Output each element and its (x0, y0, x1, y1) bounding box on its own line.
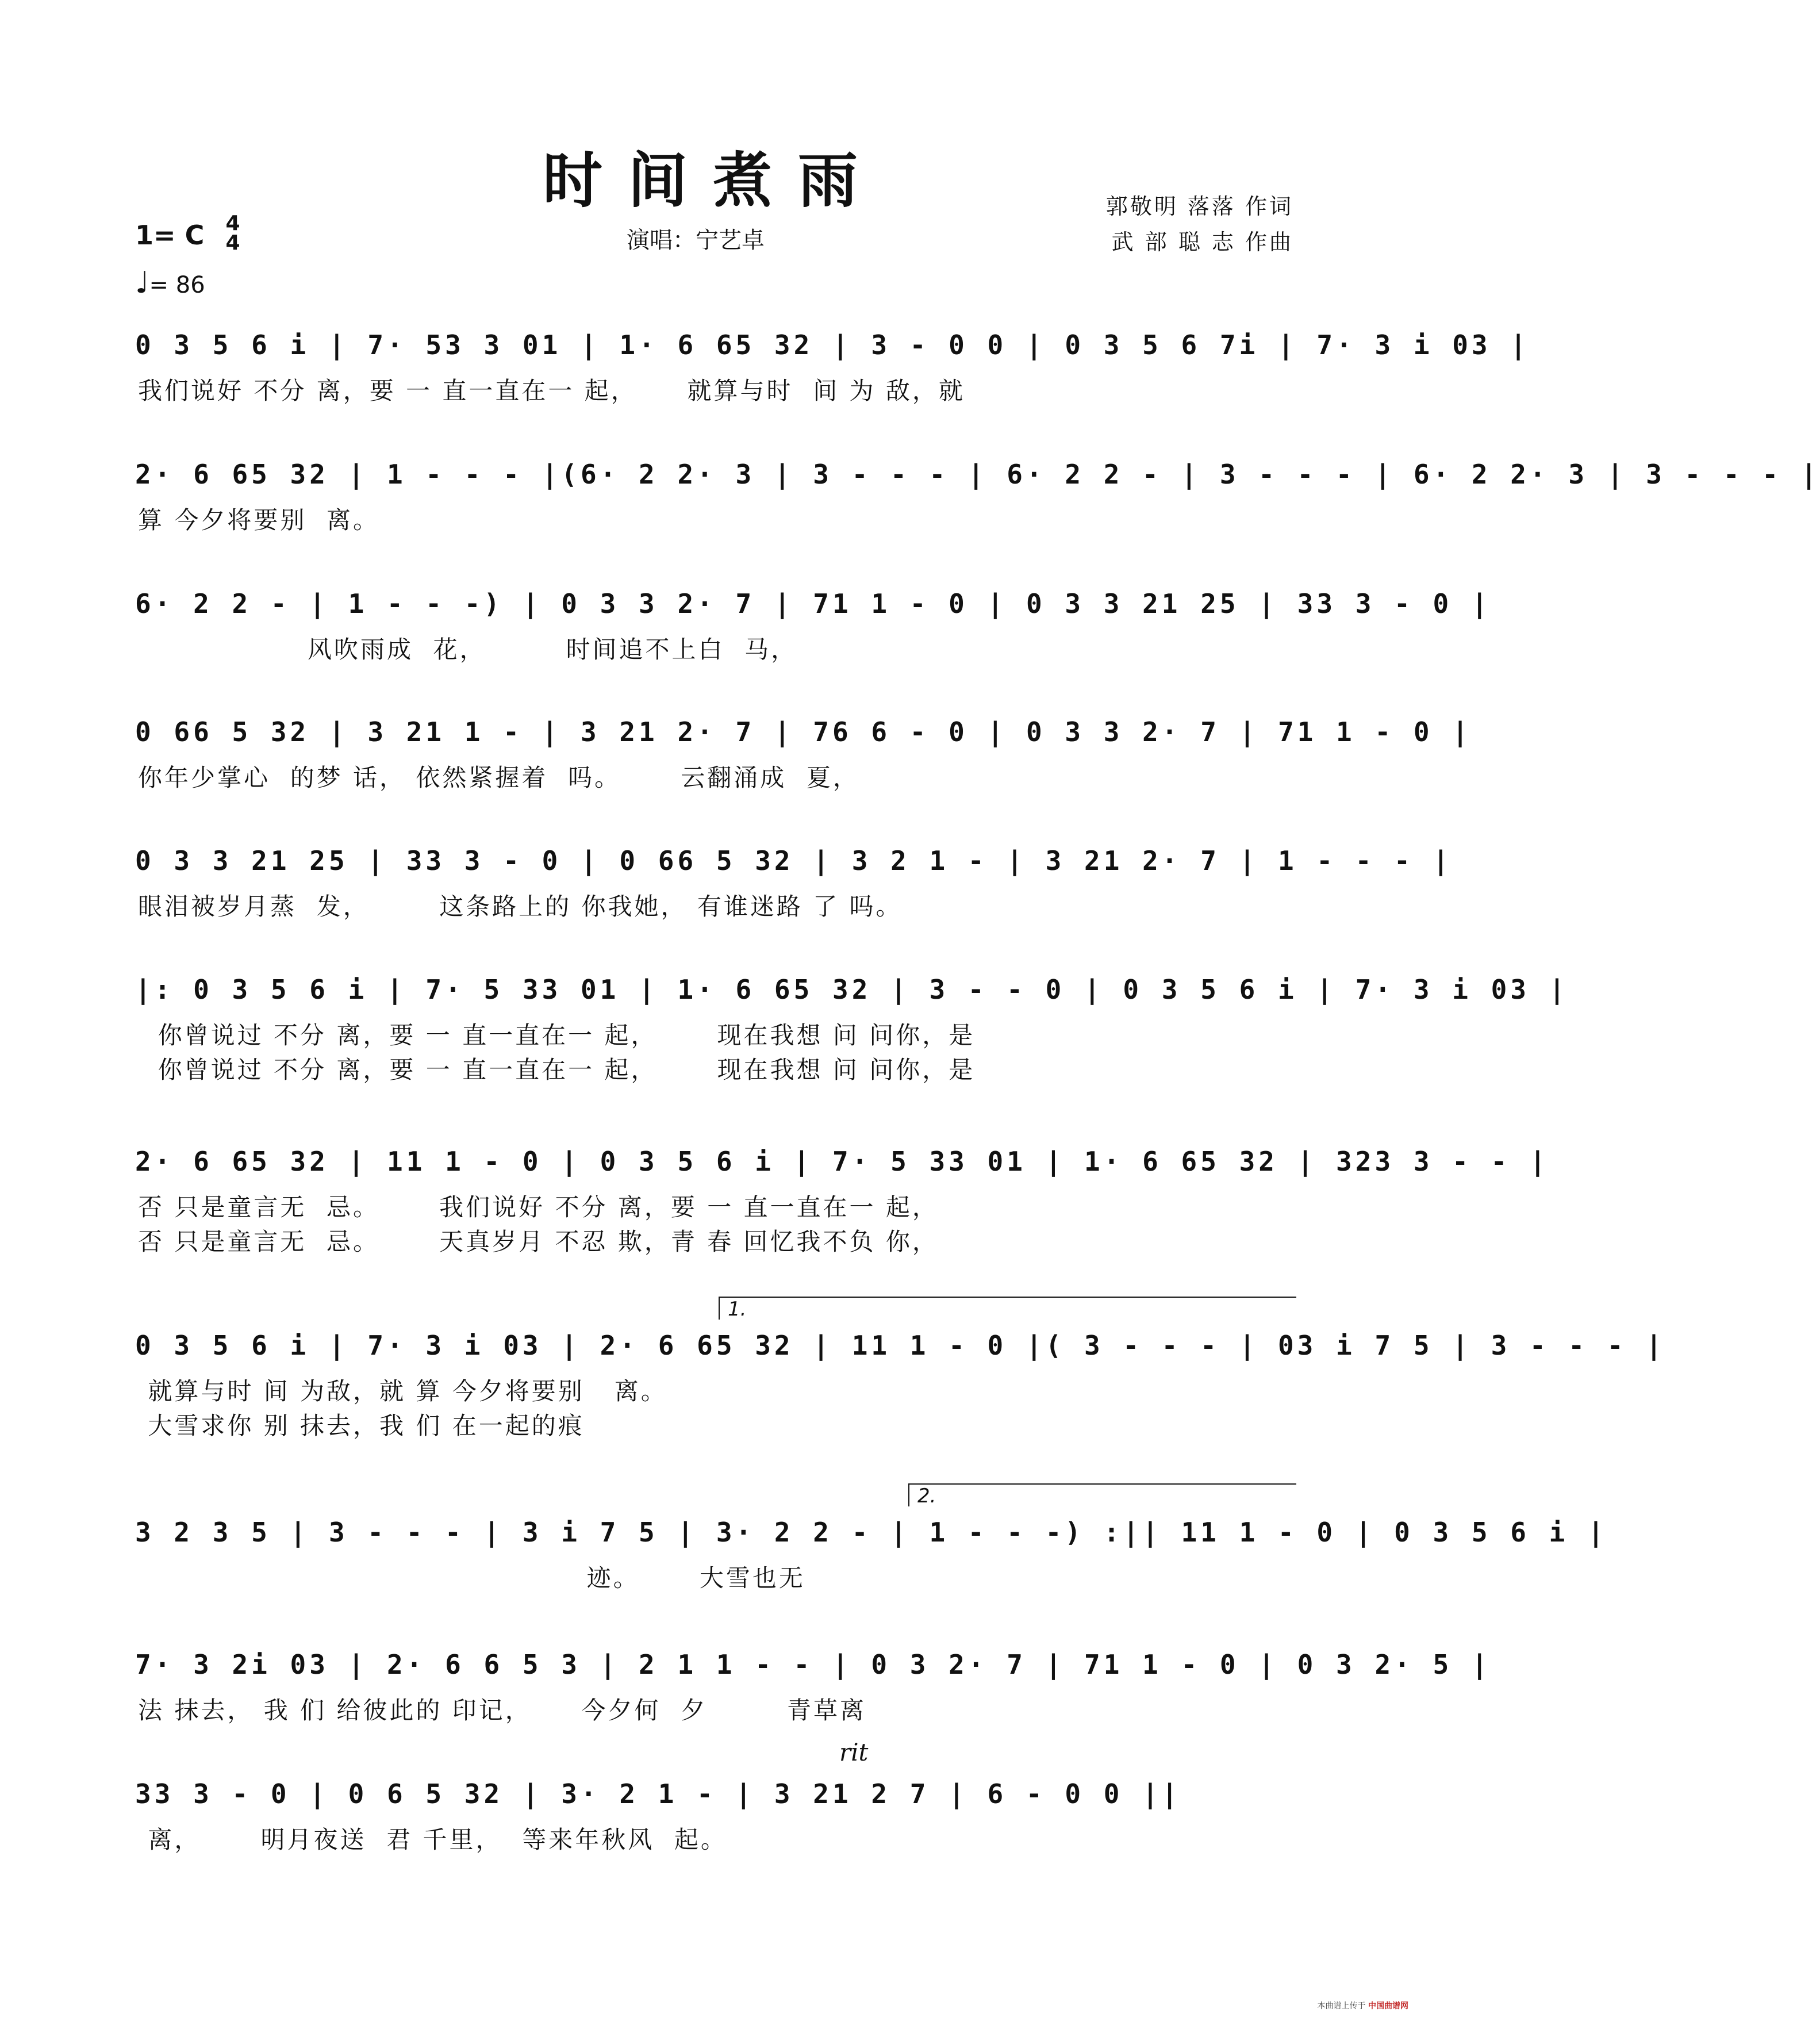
tempo-marking (135, 266, 205, 300)
lyric-line: 我们说好 不分 离，要 一 直一直在一 起， 就算与时 间 为 敌，就 (138, 377, 965, 405)
notation: 0 3 5 6 i | 7· 53 3 01 | 1· 6 65 32 | 3 - 0 0 | 0 3 5 6 7i | 7· 3 i 03 | (135, 329, 1530, 361)
tempo-value: = 86 (149, 272, 205, 298)
notation: 2· 6 65 32 | 1 - - - |(6· 2 2· 3 | 3 - - - | 6· 2 2 - | 3 - - - | 6· 2 2· 3 | 3 - - - | (135, 459, 1820, 490)
footer-brand: 中国曲谱网 (1368, 2001, 1408, 2011)
lyric-line-verse-1: 你曾说过 不分 离，要 一 直一直在一 起， 现在我想 问 问你，是 (138, 1021, 976, 1049)
second-ending-bracket: 2. (908, 1483, 1296, 1506)
time-signature-bottom: 4 (225, 231, 240, 255)
lyric-line-verse-2: 你曾说过 不分 离，要 一 直一直在一 起， 现在我想 问 问你，是 (138, 1056, 976, 1084)
lyric-line: 法 抹去， 我 们 给彼此的 印记， 今夕何 夕 青草离 (138, 1696, 867, 1724)
composer-credit: 武 部 聪 志 作曲 (1111, 229, 1293, 255)
notation: 6· 2 2 - | 1 - - -) | 0 3 3 2· 7 | 71 1 - 0 | 0 3 3 21 25 | 33 3 - 0 | (135, 588, 1491, 619)
lyric-line-verse-1: 否 只是童言无 忌。 我们说好 不分 离，要 一 直一直在一 起， (138, 1193, 939, 1221)
lyric-line-verse-1: 就算与时 间 为敌，就 算 今夕将要别 离。 (138, 1377, 667, 1405)
notation: |: 0 3 5 6 i | 7· 5 33 01 | 1· 6 65 32 | 3 - - 0 | 0 3 5 6 i | 7· 3 i 03 | (135, 974, 1569, 1005)
song-title: 时间煮雨 (542, 145, 883, 216)
notation: 2· 6 65 32 | 11 1 - 0 | 0 3 5 6 i | 7· 5 33 01 | 1· 6 65 32 | 323 3 - - | (135, 1146, 1549, 1177)
lyric-line: 眼泪被岁月蒸 发， 这条路上的 你我她， 有谁迷路 了 吗。 (138, 892, 903, 921)
lyric-line: 你年少掌心 的梦 话， 依然紧握着 吗。 云翻涌成 夏， (138, 764, 859, 792)
notation: 33 3 - 0 | 0 6 5 32 | 3· 2 1 - | 3 21 2 7 | 6 - 0 0 || (135, 1778, 1181, 1809)
credits (1106, 189, 1293, 260)
lyric-line: 离， 明月夜送 君 千里， 等来年秋风 起。 (138, 1826, 727, 1854)
time-signature (221, 214, 244, 253)
notation: 7· 3 2i 03 | 2· 6 6 5 3 | 2 1 1 - - | 0 3 2· 7 | 71 1 - 0 | 0 3 2· 5 | (135, 1649, 1491, 1680)
lyric-line: 算 今夕将要别 离。 (138, 506, 380, 534)
lyricist-credit: 郭敬明 落落 作词 (1105, 194, 1293, 219)
footer-text: 本曲谱上传于 (1317, 2001, 1366, 2011)
quarter-note-icon: ♩ (135, 266, 149, 300)
notation: 3 2 3 5 | 3 - - - | 3 i 7 5 | 3· 2 2 - | 1 - - -) :|| 11 1 - 0 | 0 3 5 6 i | (135, 1517, 1607, 1548)
singer-credit: 演唱：宁艺卓 (627, 227, 765, 254)
footer-credit (1318, 2000, 1408, 2011)
first-ending-bracket: 1. (719, 1297, 1296, 1320)
notation: 0 3 3 21 25 | 33 3 - 0 | 0 66 5 32 | 3 2 1 - | 3 21 2· 7 | 1 - - - | (135, 845, 1453, 876)
time-signature-top: 4 (225, 212, 240, 235)
notation: 0 3 5 6 i | 7· 3 i 03 | 2· 6 65 32 | 11 1 - 0 |( 3 - - - | 03 i 7 5 | 3 - - - | (135, 1330, 1665, 1361)
notation: 0 66 5 32 | 3 21 1 - | 3 21 2· 7 | 76 6 - 0 | 0 3 3 2· 7 | 71 1 - 0 | (135, 716, 1472, 747)
lyric-line: 风吹雨成 花， 时间追不上白 马， (138, 635, 798, 664)
lyric-line-verse-2: 否 只是童言无 忌。 天真岁月 不忍 欺，青 春 回忆我不负 你， (138, 1228, 939, 1256)
ritardando-marking: rit (839, 1738, 869, 1766)
lyric-line: 迹。 大雪也无 (138, 1564, 805, 1592)
key-signature: 1= C (135, 220, 205, 251)
lyric-line-verse-2: 大雪求你 别 抹去，我 们 在一起的痕 (138, 1412, 585, 1440)
